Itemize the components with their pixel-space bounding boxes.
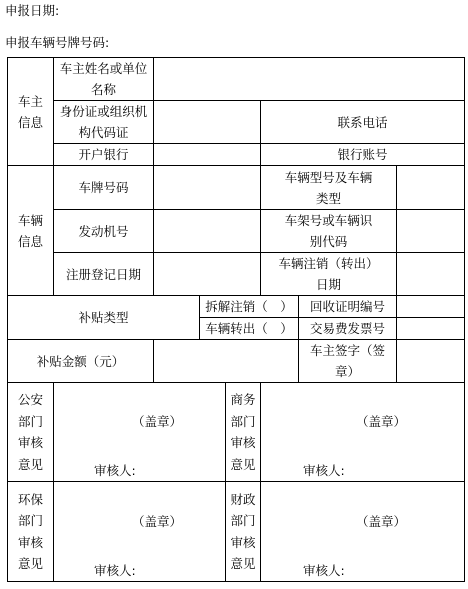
seal-placeholder: （盖章） [132,514,183,529]
owner-signature-field[interactable] [397,340,465,383]
public-security-dept-label: 公安 部门 审核 意见 [8,383,54,482]
vehicle-plate-row [8,166,465,210]
reviewer-label: 审核人: [303,563,345,578]
owner-phone-label: 联系电话 [261,101,465,144]
option-vehicle-transfer[interactable]: 车辆转出（ ） [200,318,299,340]
seal-placeholder: （盖章） [132,414,183,429]
environmental-dept-label: 环保 部门 审核 意见 [8,482,54,582]
cancellation-date-field[interactable] [397,253,465,296]
owner-name-field[interactable] [154,58,465,101]
recycle-certificate-label: 回收证明编号 [299,296,397,318]
environmental-opinion[interactable] [54,482,226,582]
option-scrap-cancel[interactable]: 拆解注销（ ） [200,296,299,318]
owner-id-row [8,101,465,144]
owner-signature-label: 车主签字（签 章） [299,340,397,383]
seal-placeholder: （盖章） [356,514,407,529]
vehicle-engine-row [8,210,465,253]
reviewer-label: 审核人: [94,563,136,578]
subsidy-type-label: 补贴类型 [8,296,200,340]
owner-id-field[interactable] [154,101,261,144]
vin-field[interactable] [397,210,465,253]
subsidy-amount-label: 补贴金额（元） [8,340,154,383]
invoice-number-field[interactable] [397,318,465,340]
owner-id-label: 身份证或组织机 构代码证 [54,101,154,144]
vehicle-section-label: 车辆 信息 [8,166,54,296]
cancellation-date-label: 车辆注销（转出） 日期 [261,253,397,296]
owner-bank-row [8,144,465,166]
declared-plate-number-label: 申报车辆号牌号码: [5,35,110,50]
reviewer-label: 审核人: [94,463,136,478]
owner-name-label: 车主姓名或单位 名称 [54,58,154,101]
seal-placeholder: （盖章） [356,414,407,429]
vehicle-model-label: 车辆型号及车辆 类型 [261,166,397,210]
engine-number-field[interactable] [154,210,261,253]
owner-name-row [8,58,465,101]
vehicle-plate-label: 车牌号码 [54,166,154,210]
public-security-opinion[interactable] [54,383,226,482]
registration-date-field[interactable] [154,253,261,296]
recycle-certificate-field[interactable] [397,296,465,318]
registration-date-label: 注册登记日期 [54,253,154,296]
subsidy-type-row-1 [8,296,465,318]
bank-label: 开户银行 [54,144,154,166]
vehicle-plate-field[interactable] [154,166,261,210]
subsidy-application-form [7,57,465,582]
approval-row-1 [8,383,465,482]
invoice-number-label: 交易费发票号 [299,318,397,340]
commerce-opinion[interactable] [261,383,465,482]
subsidy-amount-field[interactable] [154,340,299,383]
declaration-date-label: 申报日期: [5,3,60,18]
approval-row-2 [8,482,465,582]
subsidy-amount-row [8,340,465,383]
vin-label: 车架号或车辆识 别代码 [261,210,397,253]
reviewer-label: 审核人: [303,463,345,478]
owner-section-label: 车主 信息 [8,58,54,166]
commerce-dept-label: 商务 部门 审核 意见 [226,383,261,482]
bank-account-label: 银行账号 [261,144,465,166]
finance-dept-label: 财政 部门 审核 意见 [226,482,261,582]
vehicle-model-field[interactable] [397,166,465,210]
finance-opinion[interactable] [261,482,465,582]
engine-number-label: 发动机号 [54,210,154,253]
vehicle-register-row [8,253,465,296]
bank-field[interactable] [154,144,261,166]
